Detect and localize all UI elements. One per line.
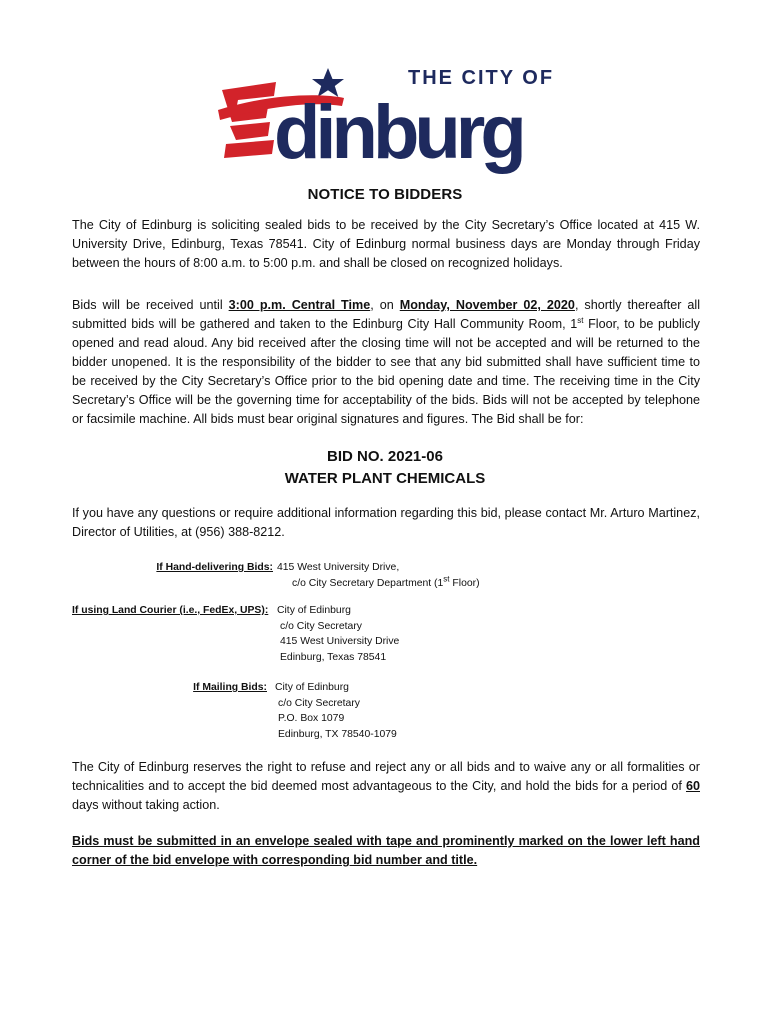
courier-label: If using Land Courier (i.e., FedEx, UPS): [72, 605, 269, 616]
mailing-line: c/o City Secretary [278, 697, 360, 709]
courier-line: Edinburg, Texas 78541 [280, 651, 387, 663]
delivery-addresses [0, 560, 770, 750]
courier-line: c/o City Secretary [280, 620, 362, 632]
courier-line: 415 West University Drive [280, 636, 400, 647]
bid-heading [0, 446, 770, 490]
reservation-paragraph: The City of Edinburg reserves the right to refuse and reject any or all bids and to waive any or all formalities or technicalities and to accept the bid deemed most advantageous to the City, and hold the bids for a period of 60 days without taking action. [72, 760, 700, 812]
bid-number: BID NO. 2021-06 [327, 448, 443, 465]
notice-title: NOTICE TO BIDDERS [307, 186, 463, 203]
courier-line: City of Edinburg [277, 605, 351, 616]
deadline-date: Monday, November 02, 2020 [399, 298, 575, 312]
city-logo [216, 62, 556, 174]
mailing-line: Edinburg, TX 78540-1079 [278, 728, 397, 740]
mailing-label: If Mailing Bids: [193, 682, 267, 693]
svg-text:dinburg: dinburg [274, 90, 522, 174]
mailing-line: P.O. Box 1079 [278, 713, 345, 724]
edinburg-logo-graphic [216, 62, 556, 174]
hand-delivery-label: If Hand-delivering Bids: [156, 562, 273, 573]
deadline-paragraph: Bids will be received until 3:00 p.m. Central Time, on Monday, November 02, 2020, shortly thereafter all submitted bids will be gathered and taken to the Edinburg City Hall Community Room, 1st Floor, to be publicly opened and read aloud. Any bid received after the closing time will not be accepted and will be returned to the bidder unopened. It is the responsibility of the bidder to see that any bid submitted shall have sufficient time to be received by the City Secretary’s Office prior to the bid opening date and time. The receiving time in the City Secretary’s Office will be the governing time for acceptability of the bids. Bids will not be accepted by telephone or facsimile machine. All bids must bear original signatures and figures. The Bid shall be for: [72, 298, 700, 426]
envelope-instructions: Bids must be submitted in an envelope sealed with tape and prominently marked on the lower left hand corner of the bid envelope with corresponding bid number and title. [72, 834, 700, 867]
logo-city-name [216, 174, 217, 175]
mailing-line: City of Edinburg [275, 682, 349, 693]
intro-paragraph: The City of Edinburg is soliciting sealed bids to be received by the City Secretary’s Office located at 415 W. University Drive, Edinburg, Texas 78541. City of Edinburg normal business days are Monday through Friday between the hours of 8:00 a.m. to 5:00 p.m. and shall be closed on recognized holidays. [72, 218, 700, 270]
bid-name: WATER PLANT CHEMICALS [284, 470, 486, 487]
hand-delivery-line2: c/o City Secretary Department (1st Floor) [292, 574, 480, 589]
hold-days: 60 [685, 779, 700, 793]
logo-top-line [216, 174, 217, 175]
hand-delivery-line1: 415 West University Drive, [277, 562, 400, 573]
svg-text:THE CITY OF: THE CITY OF [408, 67, 555, 89]
contact-paragraph: If you have any questions or require additional information regarding this bid, please contact Mr. Arturo Martinez, Director of Utilities, at (956) 388-8212. [72, 506, 700, 539]
deadline-time: 3:00 p.m. Central Time [228, 298, 371, 312]
